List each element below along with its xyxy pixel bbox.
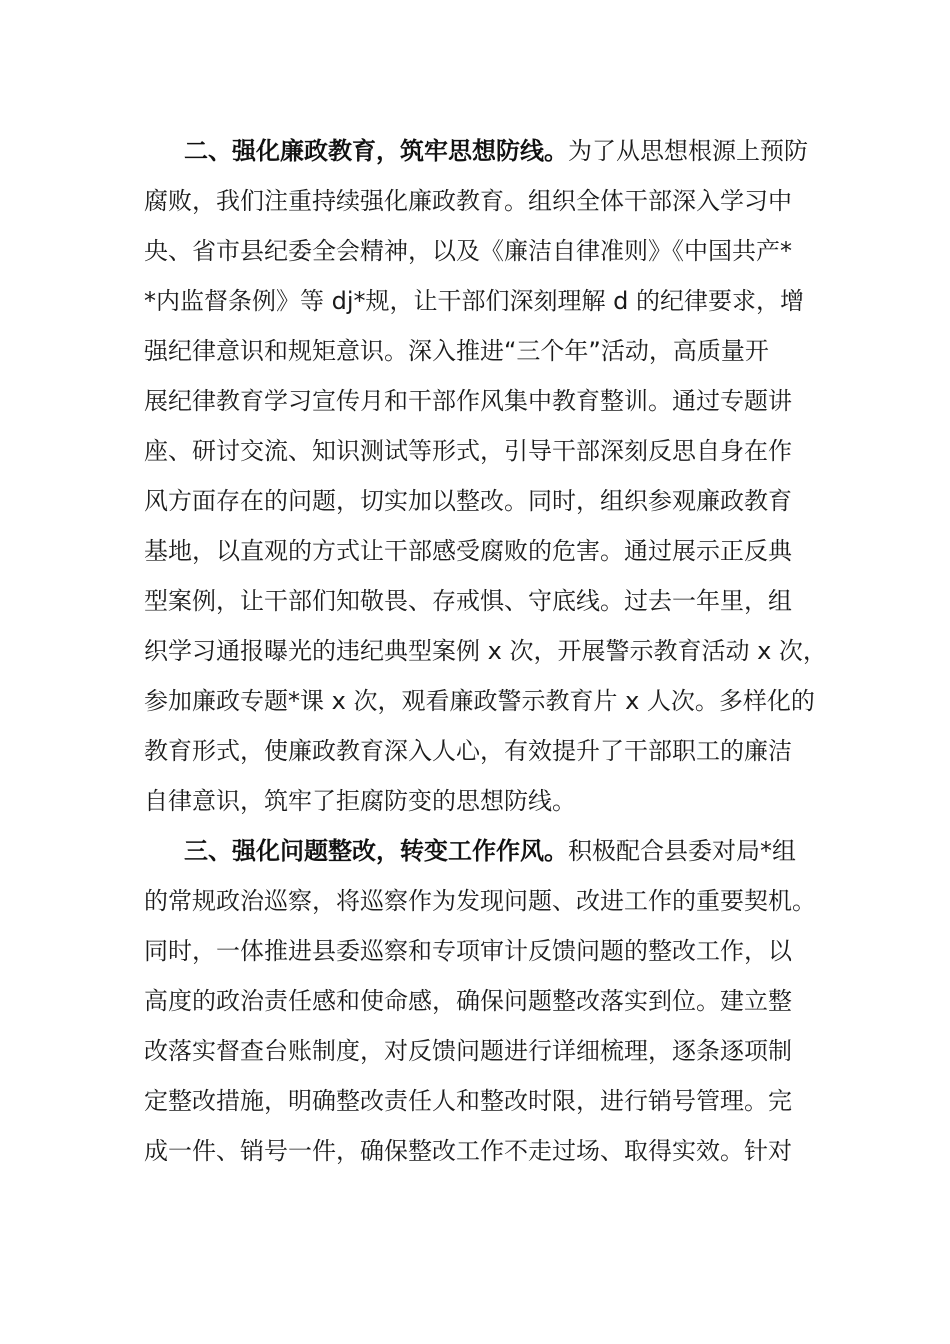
text-line: 风方面存在的问题，切实加以整改。同时，组织参观廉政教育 bbox=[144, 487, 792, 515]
text-line: *内监督条例》等 dj*规，让干部们深刻理解 d 的纪律要求，增 bbox=[144, 287, 805, 315]
text-line: 教育形式，使廉政教育深入人心，有效提升了干部职工的廉洁 bbox=[144, 737, 792, 765]
text-line: 腐败，我们注重持续强化廉政教育。组织全体干部深入学习中 bbox=[144, 187, 792, 215]
text-line: 展纪律教育学习宣传月和干部作风集中教育整训。通过专题讲 bbox=[144, 387, 792, 415]
body-text: 为了从思想根源上预防 bbox=[568, 137, 808, 165]
text-line: 参加廉政专题*课 x 次，观看廉政警示教育片 x 人次。多样化的 bbox=[144, 687, 815, 715]
text-line: 型案例，让干部们知敬畏、存戒惧、守底线。过去一年里，组 bbox=[144, 587, 792, 615]
section-heading: 三、强化问题整改，转变工作作风。 bbox=[184, 837, 568, 865]
text-line: 同时，一体推进县委巡察和专项审计反馈问题的整改工作，以 bbox=[144, 937, 792, 965]
text-line: 自律意识，筑牢了拒腐防变的思想防线。 bbox=[144, 787, 576, 815]
paragraph-section-2 bbox=[144, 126, 827, 826]
paragraph-first-line bbox=[144, 826, 816, 876]
document-body bbox=[144, 126, 827, 1176]
text-line: 的常规政治巡察，将巡察作为发现问题、改进工作的重要契机。 bbox=[144, 887, 816, 915]
text-line: 央、省市县纪委全会精神，以及《廉洁自律准则》《中国共产* bbox=[144, 237, 792, 265]
text-line: 织学习通报曝光的违纪典型案例 x 次，开展警示教育活动 x 次， bbox=[144, 637, 827, 665]
text-line: 高度的政治责任感和使命感，确保问题整改落实到位。建立整 bbox=[144, 987, 792, 1015]
text-line: 改落实督查台账制度，对反馈问题进行详细梳理，逐条逐项制 bbox=[144, 1037, 792, 1065]
paragraph-first-line bbox=[144, 126, 816, 176]
paragraph-section-3 bbox=[144, 826, 816, 1176]
text-line: 座、研讨交流、知识测试等形式，引导干部深刻反思自身在作 bbox=[144, 437, 792, 465]
body-text: 积极配合县委对局*组 bbox=[568, 837, 796, 865]
text-line: 定整改措施，明确整改责任人和整改时限，进行销号管理。完 bbox=[144, 1087, 792, 1115]
text-line: 强纪律意识和规矩意识。深入推进“三个年”活动，高质量开 bbox=[144, 337, 769, 365]
text-line: 成一件、销号一件，确保整改工作不走过场、取得实效。针对 bbox=[144, 1137, 792, 1165]
text-line: 基地，以直观的方式让干部感受腐败的危害。通过展示正反典 bbox=[144, 537, 792, 565]
section-heading: 二、强化廉政教育，筑牢思想防线。 bbox=[184, 137, 568, 165]
